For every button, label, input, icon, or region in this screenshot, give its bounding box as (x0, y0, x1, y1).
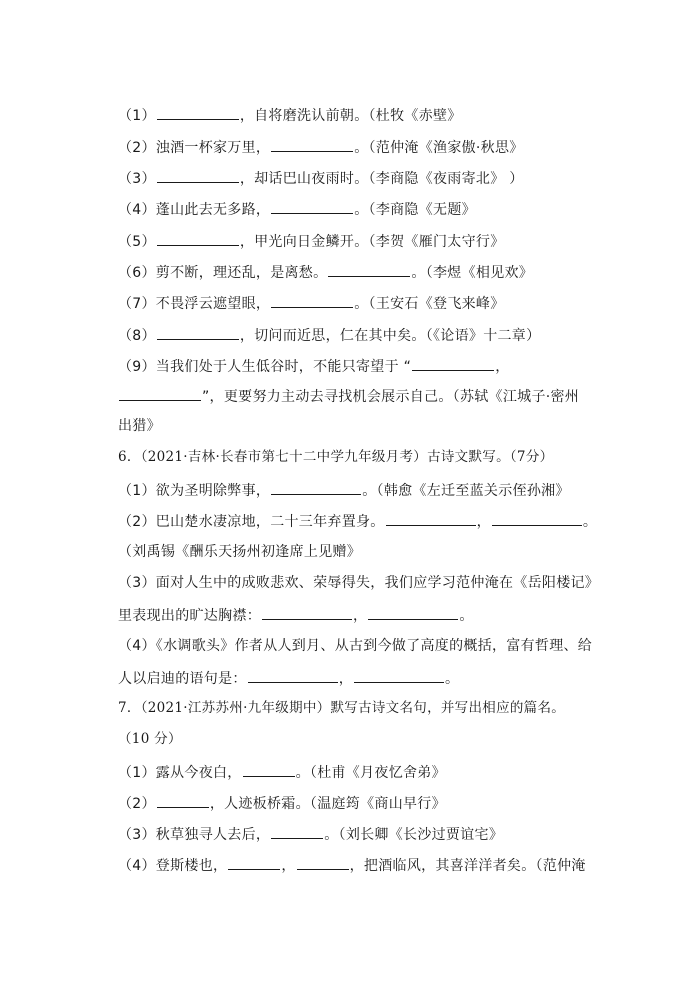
item-line: （2）浊酒一杯家万里， 。（范仲淹《渔家傲·秋思》 (118, 136, 524, 158)
answer-blank[interactable] (228, 854, 280, 870)
item-line: （3）秋草独寻人去后， 。（刘长卿《长沙过贾谊宅》 (118, 823, 503, 845)
answer-blank[interactable] (354, 667, 444, 683)
answer-blank[interactable] (262, 604, 352, 620)
item-line: （5） ，甲光向日金鳞开。（李贺《雁门太守行》 (118, 230, 505, 252)
answer-blank[interactable] (271, 292, 353, 308)
item-line: （1） ，自将磨洗认前朝。（杜牧《赤壁》 (118, 104, 462, 126)
answer-blank[interactable] (368, 604, 458, 620)
item-line: 人以启迪的语句是： ， 。 (118, 667, 459, 689)
item-line: （9）当我们处于人生低谷时，不能只寄望于 “ ， (118, 355, 510, 377)
item-line: （1）露从今夜白， 。（杜甫《月夜忆舍弟》 (118, 761, 446, 783)
question-7-heading: 7．（2021·江苏苏州·九年级期中）默写古诗文名句，并写出相应的篇名。 (118, 700, 566, 716)
answer-blank[interactable] (157, 104, 239, 120)
answer-blank[interactable] (271, 136, 353, 152)
answer-blank[interactable] (386, 510, 476, 526)
answer-blank[interactable] (157, 167, 239, 183)
answer-blank[interactable] (271, 479, 361, 495)
answer-blank[interactable] (328, 261, 410, 277)
item-line: （7）不畏浮云遮望眼， 。（王安石《登飞来峰》 (118, 292, 505, 314)
item-line: ”，更要努力主动去寻找机会展示自己。（苏轼《江城子·密州 (118, 385, 579, 407)
answer-blank[interactable] (243, 761, 295, 777)
answer-blank[interactable] (157, 230, 239, 246)
answer-blank[interactable] (412, 355, 494, 371)
item-line: （3） ，却话巴山夜雨时。（李商隐《夜雨寄北》 ） (118, 167, 524, 189)
item-line: （3）面对人生中的成败悲欢、荣辱得失，我们应学习范仲淹在《岳阳楼记》 (118, 575, 600, 591)
question-7-score: （10 分） (118, 731, 182, 747)
item-line: （1）欲为圣明除弊事， 。（韩愈《左迁至蓝关示侄孙湘》 (118, 479, 570, 501)
item-line: （6）剪不断，理还乱，是离愁。 。（李煜《相见欢》 (118, 261, 533, 283)
item-line: （4）蓬山此去无多路， 。（李商隐《无题》 (118, 198, 476, 220)
question-6-heading: 6．（2021·吉林·长春市第七十二中学九年级月考）古诗文默写。（7分） (118, 449, 554, 465)
item-line: （8） ，切问而近思，仁在其中矣。（《论语》十二章） (118, 324, 540, 346)
answer-blank[interactable] (248, 667, 338, 683)
item-line: （4）登斯楼也， ， ，把酒临风，其喜洋洋者矣。（范仲淹 (118, 854, 586, 876)
answer-blank[interactable] (492, 510, 582, 526)
answer-blank[interactable] (157, 324, 239, 340)
answer-blank[interactable] (157, 792, 209, 808)
answer-blank[interactable] (297, 854, 349, 870)
answer-blank[interactable] (119, 385, 201, 401)
item-line: 出猎》 (118, 418, 161, 434)
item-line: （刘禹锡《酬乐天扬州初逢席上见赠》 (118, 544, 362, 560)
item-line: 里表现出的旷达胸襟： ， 。 (118, 604, 474, 626)
answer-blank[interactable] (271, 198, 353, 214)
answer-blank[interactable] (271, 823, 323, 839)
item-line: （2） ，人迹板桥霜。（温庭筠《商山早行》 (118, 792, 446, 814)
item-line: （2）巴山楚水凄凉地，二十三年弃置身。 ， 。 (118, 510, 597, 532)
item-line: （4）《水调歌头》作者从人到月、从古到今做了高度的概括，富有哲理、给 (118, 638, 593, 654)
